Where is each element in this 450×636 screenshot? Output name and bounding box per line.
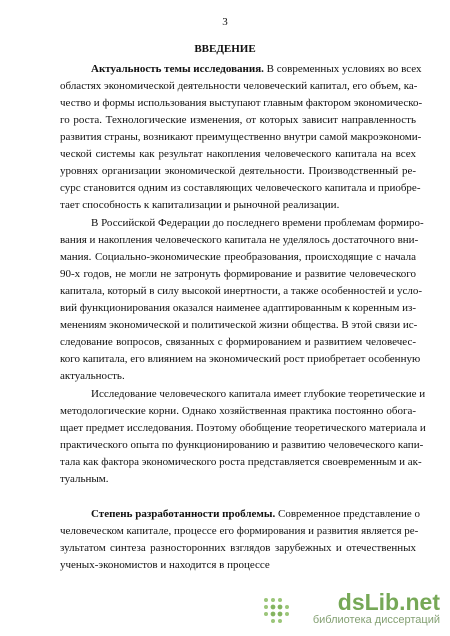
text-line — [60, 506, 421, 523]
line-text: человеческом капитале, процессе его формирования и развития является ре- — [60, 525, 419, 538]
text-line — [60, 351, 421, 368]
text-line — [60, 471, 416, 488]
text-line — [60, 249, 416, 266]
section-heading: ВВЕДЕНИЕ — [194, 43, 256, 55]
line-text: туальным. — [60, 473, 109, 486]
paragraph-relevance — [60, 61, 423, 214]
line-text: В современных условиях во всех — [263, 63, 422, 75]
text-line — [60, 437, 424, 454]
text-line — [60, 454, 422, 471]
line-text: 90-х годов, не могли не затронуть формирование и развитие человеческого — [60, 268, 416, 281]
text-line — [60, 523, 419, 540]
line-text: го роста. Технологические изменения, от которых зависит направленность — [60, 114, 416, 127]
paragraph-russia — [60, 215, 424, 385]
text-line — [60, 78, 416, 95]
text-line — [60, 386, 426, 403]
watermark-subtitle: библиотека диссертаций — [312, 614, 440, 626]
line-text: зультатом синтеза разносторонних взглядов зарубежных и отечественных — [60, 542, 416, 555]
text-line — [60, 61, 422, 78]
text-line — [60, 266, 416, 283]
line-text: практического опыта по функционированию и развитию человеческого капи- — [60, 439, 424, 452]
watermark-brand: dsLib.net — [337, 589, 440, 615]
text-line — [60, 300, 416, 317]
text-line — [60, 540, 416, 557]
text-line — [60, 420, 426, 437]
text-line — [60, 112, 416, 129]
line-text: областях экономической деятельности человеческий капитал, его объем, ка- — [60, 80, 418, 93]
line-text: Современное представление о — [275, 508, 421, 520]
page-number: 3 — [222, 16, 228, 28]
text-line — [60, 163, 416, 180]
line-text: уровнях организации экономической деятельности. Производственный ре- — [60, 165, 416, 178]
text-line — [60, 197, 416, 214]
text-line — [60, 317, 416, 334]
line-text: менениям экономической и политической жизни общества. В этой связи ис- — [60, 319, 418, 332]
text-line — [60, 129, 422, 146]
dots-logo-icon — [262, 596, 296, 624]
text-line — [60, 180, 421, 197]
line-text: чество и формы использования выступают главным фактором экономическо- — [60, 97, 423, 110]
text-line — [60, 557, 416, 574]
text-line — [60, 215, 424, 232]
text-line — [60, 95, 423, 112]
bold-lead: Степень разработанности проблемы. — [91, 508, 276, 520]
line-text: В Российской Федерации до последнего времени проблемам формиро- — [91, 217, 424, 229]
paragraph-degree — [60, 506, 421, 574]
text-line — [60, 403, 416, 420]
text-line — [60, 283, 423, 300]
line-text: тала как фактора экономического роста представляется своевременным и ак- — [60, 456, 422, 469]
text-line — [60, 232, 419, 249]
line-text: кого капитала, его влиянием на экономический рост приобретает особенную — [60, 353, 421, 366]
text-line — [60, 146, 416, 163]
dslib-watermark — [262, 590, 440, 630]
line-text: следование вопросов, связанных с формированием и развитием человечес- — [60, 336, 416, 349]
line-text: вий функционирования оказался наименее адаптированным к коренным из- — [60, 302, 416, 315]
text-line — [60, 368, 416, 385]
line-text: Исследование человеческого капитала имеет глубокие теоретические и — [91, 388, 426, 400]
line-text: сурс становится одним из составляющих человеческого капитала и приобре- — [60, 182, 421, 195]
line-text: развития страны, возникают преимущественно внутри самой макроэкономи- — [60, 131, 422, 144]
line-text: вания и накопления человеческого капитала не уделялось достаточного вни- — [60, 234, 419, 247]
line-text: методологические корни. Однако хозяйственная практика постоянно обога- — [60, 405, 416, 418]
line-text: капитала, который в силу высокой инертности, а также особенностей и усло- — [60, 285, 423, 298]
line-text: щает предмет исследования. Поэтому обобщение теоретического материала и — [60, 422, 426, 435]
line-text: тает способность к капитализации и рыночной реализации. — [60, 199, 340, 212]
line-text: актуальность. — [60, 370, 125, 383]
line-text: ученых-экономистов и находится в процессе — [60, 559, 270, 572]
paragraph-research — [60, 386, 426, 488]
line-text: мания. Социально-экономические преобразования, происходящие с начала — [60, 251, 416, 264]
bold-lead: Актуальность темы исследования. — [91, 63, 264, 75]
line-text: ческой системы как результат накопления человеческого капитала на всех — [60, 148, 416, 161]
text-line — [60, 334, 416, 351]
